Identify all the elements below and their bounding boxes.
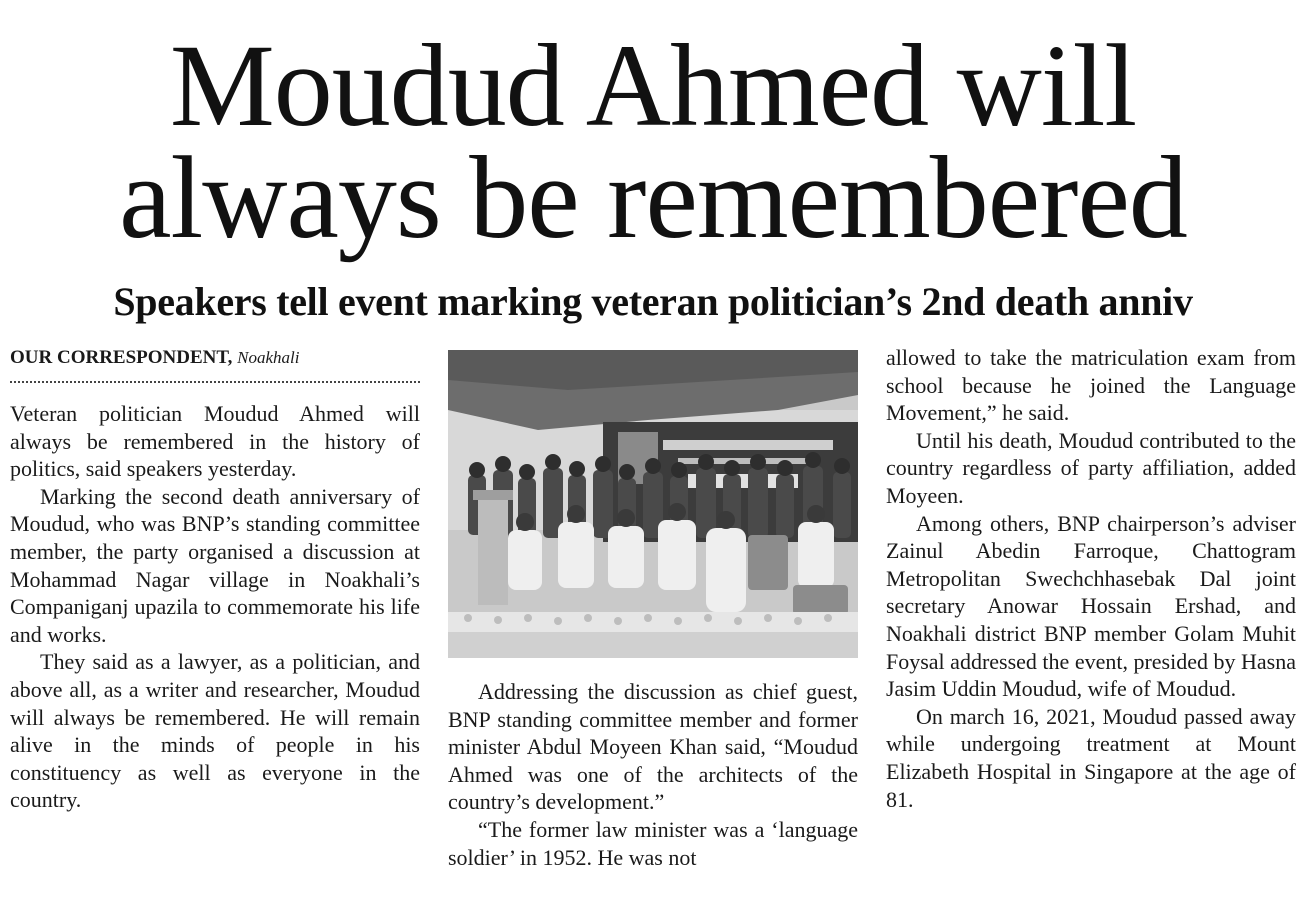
paragraph: Marking the second death anniversary of Moudud, who was BNP’s standing committee member, the party organised a discussion at Mohammad Nagar village in Noakhali’s Companiganj upazila to commemorate his life and works. xyxy=(10,483,420,647)
event-photo xyxy=(448,350,858,658)
article-column-3 xyxy=(886,344,1296,813)
headline: Moudud Ahmed will always be remembered xyxy=(119,20,1187,263)
paragraph: “The former law minister was a ‘language soldier’ in 1952. He was not xyxy=(448,816,858,870)
article-column-2 xyxy=(448,678,858,871)
paragraph: Addressing the discussion as chief guest, BNP standing committee member and former minister Abdul Moyeen Khan said, “Moudud Ahmed was one of the architects of the country’s development.” xyxy=(448,679,858,815)
subheadline: Speakers tell event marking veteran politician’s 2nd death anniv xyxy=(113,279,1193,324)
byline-location: Noakhali xyxy=(237,348,300,367)
article-column-1 xyxy=(10,400,420,814)
paragraph: Until his death, Moudud contributed to the country regardless of party affiliation, added Moyeen. xyxy=(886,427,1296,508)
paragraph: They said as a lawyer, as a politician, and above all, as a writer and researcher, Moudud will always be remembered. He will remain alive in the minds of people in his constituency as well as everyone in the country. xyxy=(10,649,420,813)
paragraph: Among others, BNP chairperson’s adviser Zainul Abedin Farroque, Chattogram Metropolitan Swechchhasebak Dal joint secretary Anowar Hossain Ershad, and Noakhali district BNP member Golam Muhit Foysal addressed the event, presided by Hasna Jasim Uddin Moudud, wife of Moudud. xyxy=(886,510,1296,702)
byline xyxy=(10,346,420,370)
paragraph: allowed to take the matriculation exam from school because he joined the Language Movement,” he said. xyxy=(886,345,1296,426)
paragraph: Veteran politician Moudud Ahmed will always be remembered in the history of politics, said speakers yesterday. xyxy=(10,401,420,482)
paragraph: On march 16, 2021, Moudud passed away while undergoing treatment at Mount Elizabeth Hospital in Singapore at the age of 81. xyxy=(886,703,1296,812)
byline-divider xyxy=(10,381,420,383)
byline-author: OUR CORRESPONDENT, xyxy=(10,347,233,368)
